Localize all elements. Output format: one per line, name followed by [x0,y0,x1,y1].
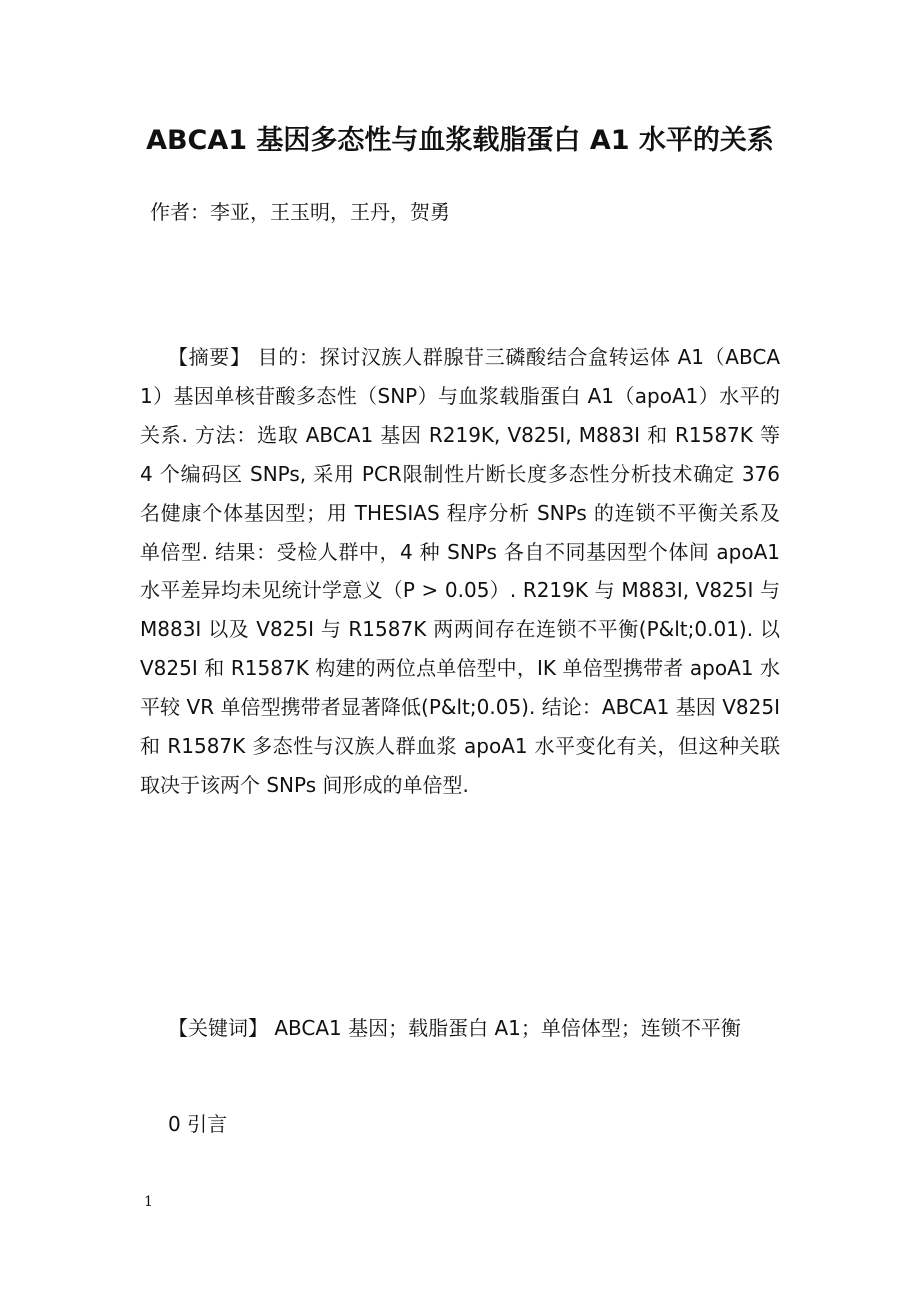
section-heading-introduction: 0 引言 [168,1112,228,1136]
authors-line: 作者：李亚，王玉明，王丹，贺勇 [150,200,450,224]
page-number: 1 [144,1194,153,1210]
abstract-label: 【摘要】 [168,345,251,369]
keywords-line [168,1012,741,1041]
keywords-text: ABCA1 基因；载脂蛋白 A1；单倍体型；连锁不平衡 [268,1016,741,1040]
abstract-text: 目的：探讨汉族人群腺苷三磷酸结合盒转运体 A1（ABCA1）基因单核苷酸多态性（SNP）与血浆载脂蛋白 A1（apoA1）水平的关系. 方法：选取 ABCA1 基因 R219K, V825I, M883I 和 R1587K 等 4 个编码区 SNPs, 采用 PCR限制性片断长度多态性分析技术确定 376 名健康个体基因型；用 THESIAS 程序分析 SNPs 的连锁不平衡关系及单倍型. 结果：受检人群中，4 种 SNPs 各自不同基因型个体间 apoA1 水平差异均未见统计学意义（P > 0.05）. R219K 与 M883I, V825I 与 M883I 以及 V825I 与 R1587K 两两间存在连锁不平衡(P&lt;0.01). 以 V825I 和 R1587K 构建的两位点单倍型中，IK 单倍型携带者 apoA1 水平较 VR 单倍型携带者显著降低(P&lt;0.05). 结论：ABCA1 基因 V825I 和 R1587K 多态性与汉族人群血浆 apoA1 水平变化有关，但这种关联取决于该两个 SNPs 间形成的单倍型. [140,345,781,797]
document-title: ABCA1 基因多态性与血浆载脂蛋白 A1 水平的关系 [146,125,774,156]
keywords-label: 【关键词】 [168,1016,268,1040]
abstract-paragraph [140,338,780,805]
